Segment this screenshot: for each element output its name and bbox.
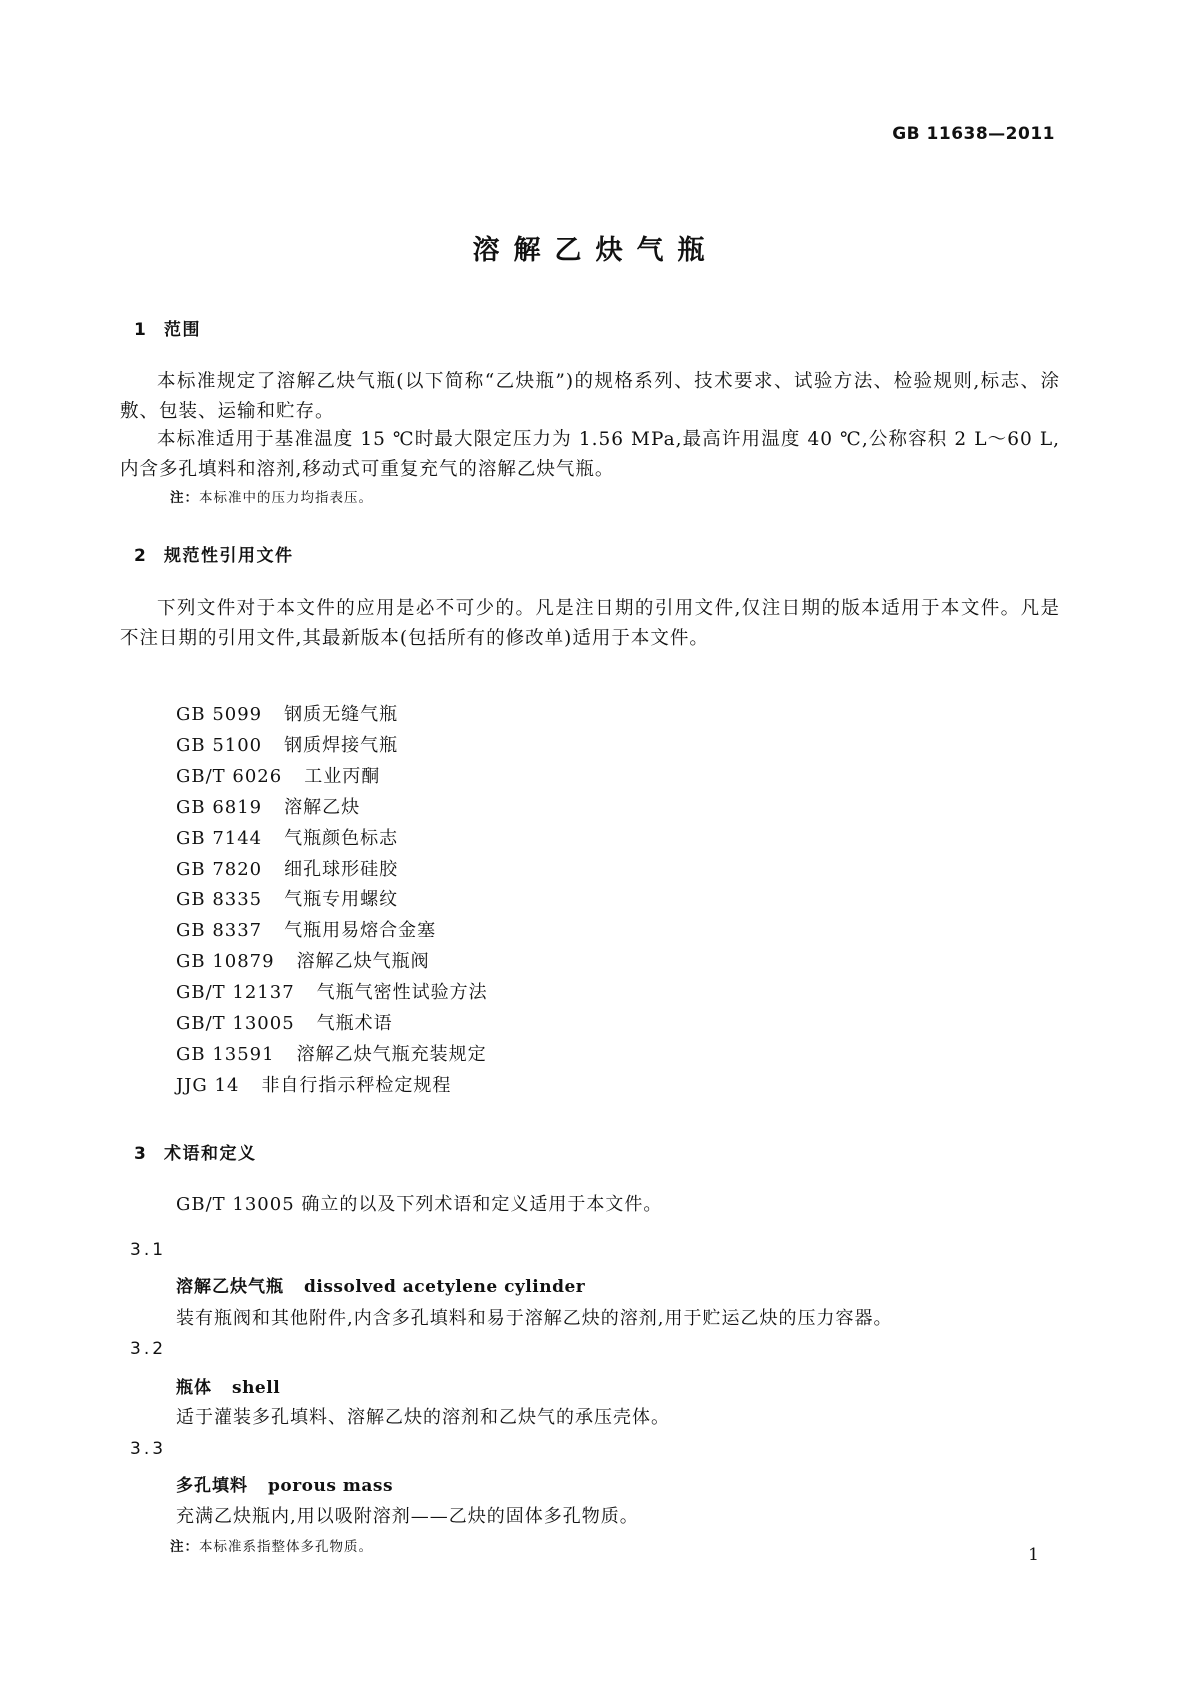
- scope-paragraph-1: 本标准规定了溶解乙炔气瓶(以下简称“乙炔瓶”)的规格系列、技术要求、试验方法、检验规则,标志、涂敷、包装、运输和贮存。: [120, 371, 1060, 422]
- term-number: 3.3: [130, 1439, 167, 1459]
- reference-title: 细孔球形硅胶: [284, 858, 399, 880]
- reference-title: 溶解乙炔气瓶充装规定: [296, 1043, 487, 1065]
- term-number: 3.2: [130, 1339, 167, 1359]
- term-heading: [176, 1373, 280, 1398]
- reference-item: [176, 731, 488, 762]
- reference-code: GB/T 6026: [176, 765, 283, 787]
- reference-item: [176, 1071, 488, 1102]
- reference-code: JJG 14: [176, 1074, 240, 1096]
- reference-title: 气瓶专用螺纹: [284, 889, 399, 911]
- term-zh: 多孔填料: [176, 1476, 248, 1496]
- reference-code: GB 8337: [176, 920, 263, 942]
- reference-title: 非自行指示秤检定规程: [261, 1074, 452, 1096]
- reference-item: [176, 947, 488, 978]
- terms-note: [170, 1535, 373, 1555]
- reference-title: 气瓶用易熔合金塞: [284, 920, 437, 942]
- reference-code: GB 13591: [176, 1043, 275, 1065]
- section-number: 1: [134, 320, 148, 340]
- section-title: 范围: [164, 320, 201, 340]
- term-en: shell: [232, 1378, 281, 1398]
- standard-number: GB 11638—2011: [892, 124, 1055, 144]
- section-heading-scope: [134, 315, 201, 340]
- reference-code: GB 8335: [176, 889, 263, 911]
- reference-item: [176, 916, 488, 947]
- term-en: porous mass: [268, 1476, 394, 1496]
- term-zh: 溶解乙炔气瓶: [176, 1277, 284, 1297]
- reference-item: [176, 978, 488, 1009]
- term-definition: 适于灌装多孔填料、溶解乙炔的溶剂和乙炔气的承压壳体。: [176, 1407, 670, 1428]
- reference-item: [176, 855, 488, 886]
- reference-title: 气瓶术语: [316, 1013, 393, 1035]
- term-zh: 瓶体: [176, 1378, 212, 1398]
- reference-list: [176, 700, 488, 1102]
- reference-code: GB/T 12137: [176, 982, 295, 1004]
- reference-item: [176, 762, 488, 793]
- reference-code: GB 7144: [176, 827, 263, 849]
- section-title: 规范性引用文件: [164, 546, 294, 566]
- reference-title: 钢质无缝气瓶: [284, 704, 399, 725]
- term-en: dissolved acetylene cylinder: [304, 1277, 586, 1297]
- reference-title: 气瓶气密性试验方法: [316, 982, 488, 1004]
- term-definition: 充满乙炔瓶内,用以吸附溶剂——乙炔的固体多孔物质。: [176, 1506, 639, 1527]
- reference-code: GB 6819: [176, 796, 263, 818]
- term-definition: 装有瓶阀和其他附件,内含多孔填料和易于溶解乙炔的溶剂,用于贮运乙炔的压力容器。: [176, 1308, 893, 1329]
- reference-item: [176, 1009, 488, 1040]
- reference-item: [176, 824, 488, 855]
- section-title: 术语和定义: [164, 1144, 257, 1164]
- reference-title: 溶解乙炔气瓶阀: [296, 951, 430, 973]
- reference-item: [176, 1040, 488, 1071]
- term-heading: [176, 1471, 393, 1496]
- note-label: 注：: [170, 490, 199, 506]
- note-text: 本标准系指整体多孔物质。: [199, 1539, 373, 1555]
- reference-title: 钢质焊接气瓶: [284, 734, 399, 756]
- note-text: 本标准中的压力均指表压。: [199, 490, 373, 506]
- reference-title: 溶解乙炔: [284, 796, 361, 818]
- reference-code: GB 7820: [176, 858, 263, 880]
- reference-code: GB 5099: [176, 704, 263, 725]
- reference-title: 气瓶颜色标志: [284, 827, 399, 849]
- reference-code: GB/T 13005: [176, 1013, 295, 1035]
- scope-note: [170, 486, 373, 506]
- term-heading: [176, 1272, 585, 1297]
- page-number: 1: [1028, 1545, 1039, 1565]
- reference-title: 工业丙酮: [304, 765, 381, 787]
- section-heading-normative-refs: [134, 541, 294, 566]
- reference-code: GB 5100: [176, 734, 263, 756]
- page-title: 溶解乙炔气瓶: [472, 235, 719, 266]
- note-label: 注：: [170, 1539, 199, 1555]
- section-number: 3: [134, 1144, 148, 1164]
- scope-paragraph-2: 本标准适用于基准温度 15 ℃时最大限定压力为 1.56 MPa,最高许用温度 40 ℃,公称容积 2 L～60 L,内含多孔填料和溶剂,移动式可重复充气的溶解乙炔气瓶。: [120, 429, 1060, 480]
- reference-item: [176, 700, 488, 731]
- reference-item: [176, 793, 488, 824]
- reference-code: GB 10879: [176, 951, 275, 973]
- section-heading-terms: [134, 1139, 257, 1164]
- reference-item: [176, 885, 488, 916]
- section-number: 2: [134, 546, 148, 566]
- terms-intro: GB/T 13005 确立的以及下列术语和定义适用于本文件。: [176, 1194, 663, 1215]
- normative-refs-intro: 下列文件对于本文件的应用是必不可少的。凡是注日期的引用文件,仅注日期的版本适用于本文件。凡是不注日期的引用文件,其最新版本(包括所有的修改单)适用于本文件。: [120, 598, 1060, 649]
- term-number: 3.1: [130, 1240, 167, 1260]
